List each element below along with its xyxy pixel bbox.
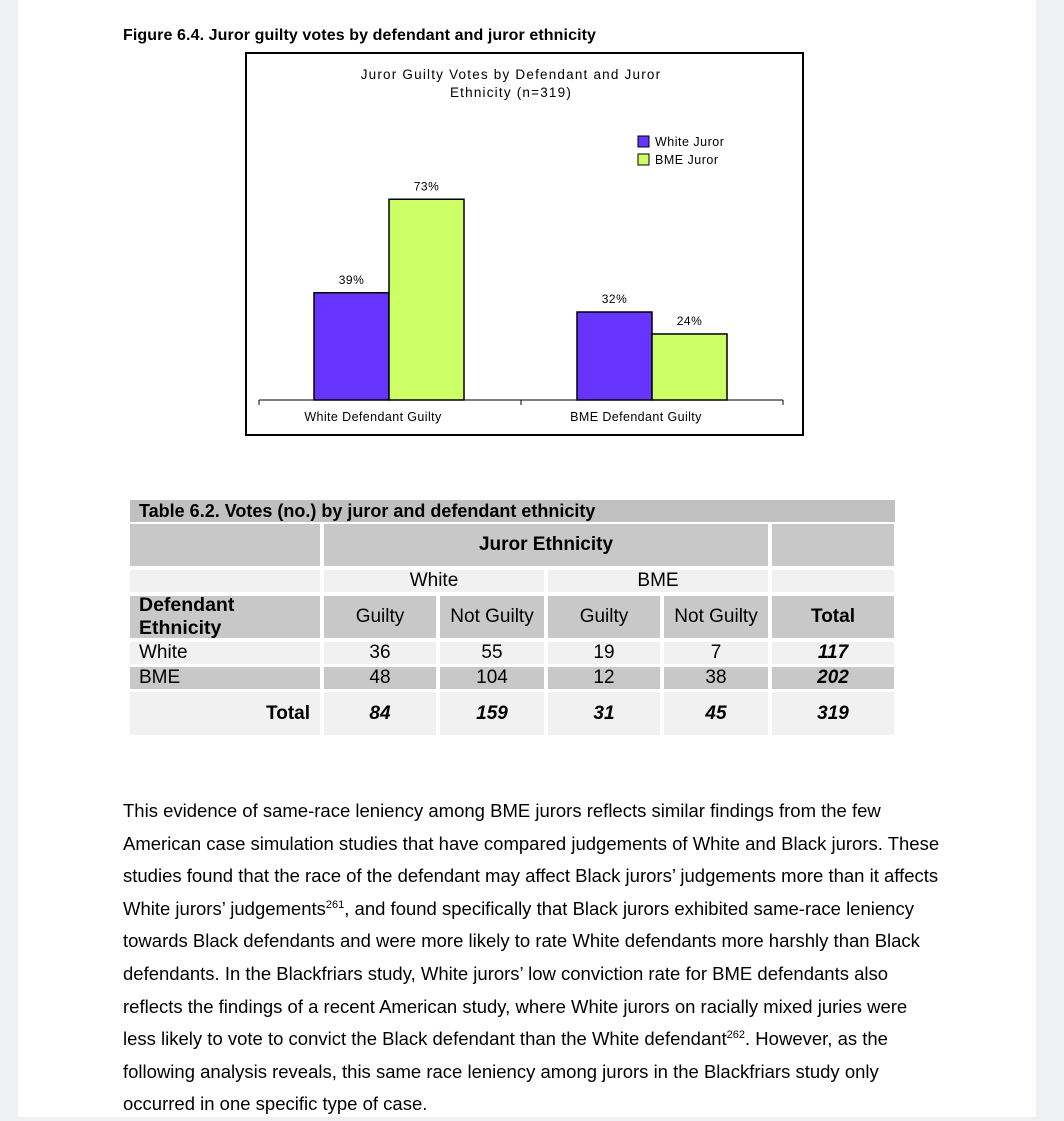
total-row-label: Total <box>130 692 320 735</box>
group-header-bme: BME <box>548 570 768 592</box>
legend-swatch-bme-juror <box>638 154 649 165</box>
defendant-ethnicity-header: Defendant Ethnicity <box>130 596 320 638</box>
juror-ethnicity-header: Juror Ethnicity <box>324 524 768 566</box>
col-header-bme-not-guilty: Not Guilty <box>664 596 768 638</box>
paragraph-text-part2: , and found specifically that Black jurors exhibited same-race leniency towards Black defendants and were more likely to rate White defendants more harshly than Black defendants. In the Blackfriars study, White jurors’ low conviction rate for BME defendants also reflects the findings of a recent American study, where White jurors on racially mixed juries were less likely to vote to convict the Black defendant than the White defendant <box>123 897 920 1050</box>
chart-title-line1: Juror Guilty Votes by Defendant and Juror <box>360 67 662 82</box>
group-blank-left <box>130 570 320 592</box>
legend-label-white-juror: White Juror <box>655 135 725 149</box>
footnote-ref-262[interactable]: 262 <box>726 1029 746 1042</box>
row-label-bme: BME <box>130 667 320 689</box>
bar-white-juror-white-defendant <box>314 293 389 400</box>
footnote-ref-261[interactable]: 261 <box>325 898 345 911</box>
table-cell: 104 <box>440 667 544 689</box>
data-label-white-juror-white-defendant: 39% <box>338 272 365 287</box>
figure-caption: Figure 6.4. Juror guilty votes by defendant and juror ethnicity <box>123 27 597 44</box>
chart-legend <box>638 135 724 167</box>
legend-label-bme-juror: BME Juror <box>655 153 719 167</box>
bar-white-juror-bme-defendant <box>577 312 652 400</box>
table-cell: 19 <box>548 642 660 664</box>
header-blank-left <box>130 524 320 566</box>
table-cell: 31 <box>548 692 660 735</box>
chart-title-line2: Ethnicity (n=319) <box>449 85 573 100</box>
row-total-bme: 202 <box>772 667 894 689</box>
table-cell: 159 <box>440 692 544 735</box>
category-label-white-defendant: White Defendant Guilty <box>304 410 442 424</box>
table-cell: 7 <box>664 642 768 664</box>
table-cell: 48 <box>324 667 436 689</box>
bar-bme-juror-bme-defendant <box>652 334 727 400</box>
group-blank-right <box>772 570 894 592</box>
col-header-bme-guilty: Guilty <box>548 596 660 638</box>
legend-swatch-white-juror <box>638 136 649 147</box>
data-label-white-juror-bme-defendant: 32% <box>601 292 628 306</box>
row-total-white: 117 <box>772 642 894 664</box>
document-page <box>18 0 1036 1117</box>
table-cell: 36 <box>324 642 436 664</box>
row-label-white: White <box>130 642 320 664</box>
table-cell: 12 <box>548 667 660 689</box>
chart-svg <box>247 54 802 434</box>
table-cell: 84 <box>324 692 436 735</box>
table-cell: 38 <box>664 667 768 689</box>
data-label-bme-juror-white-defendant: 73% <box>413 179 440 194</box>
col-header-total: Total <box>772 596 894 638</box>
data-label-bme-juror-bme-defendant: 24% <box>676 314 703 328</box>
table-cell: 55 <box>440 642 544 664</box>
group-header-white: White <box>324 570 544 592</box>
paragraph-text-part3: . However, as the following analysis reveals, this same race leniency among jurors in the Blackfriars study only occurred in one specific type of case. <box>123 1028 888 1115</box>
grand-total: 319 <box>772 692 894 735</box>
table-title: Table 6.2. Votes (no.) by juror and defendant ethnicity <box>130 500 895 522</box>
paragraph-text-part1: This evidence of same-race leniency among BME jurors reflects similar findings from the few American case simulation studies that have compared judgements of White and Black jurors. These studies found that the race of the defendant may affect Black jurors’ judgements more than it affects White jurors’ judgements <box>123 800 940 919</box>
body-paragraph <box>123 795 943 1121</box>
bar-chart <box>245 52 804 436</box>
bar-bme-juror-white-defendant <box>389 199 464 400</box>
table-cell: 45 <box>664 692 768 735</box>
category-label-bme-defendant: BME Defendant Guilty <box>570 410 702 424</box>
bar-group <box>314 179 727 400</box>
col-header-white-not-guilty: Not Guilty <box>440 596 544 638</box>
header-blank-right <box>772 524 894 566</box>
col-header-white-guilty: Guilty <box>324 596 436 638</box>
